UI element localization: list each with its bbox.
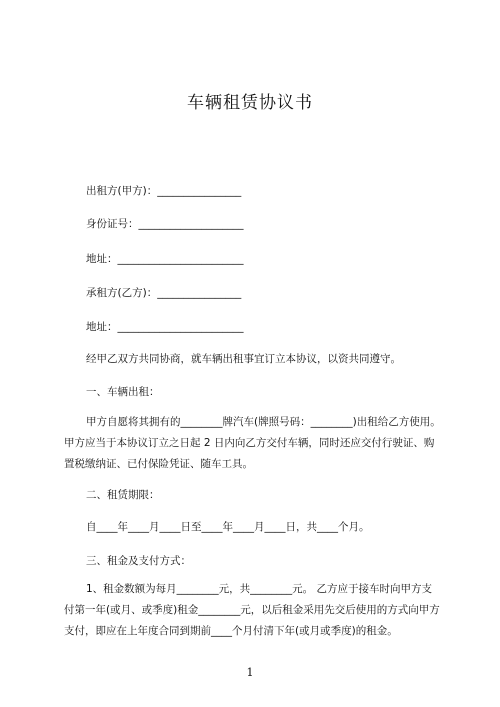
lessee-field: 承租方(乙方)：________________ [86, 287, 242, 299]
page-number: 1 [246, 666, 254, 679]
lessor-address-field: 地址：________________________ [86, 253, 244, 265]
section2-heading: 二、租赁期限： [86, 489, 160, 501]
section3-heading: 三、租金及支付方式： [86, 555, 191, 567]
section3-body [64, 579, 442, 642]
document-title: 车辆租赁协议书 [187, 93, 313, 113]
section1-body [64, 412, 442, 475]
id-number-field: 身份证号：____________________ [86, 218, 244, 230]
lessee-address-field: 地址：________________________ [86, 321, 244, 333]
section2-body: 自____年____月____日至____年____月____日，共____个月。 [86, 521, 370, 533]
section1-heading: 一、车辆出租： [86, 386, 160, 398]
section3-text: 1、租金数额为每月________元，共________元。 乙方应于接车时向甲方支付第一年(或月、或季度)租金________元，以后租金采用先交后使用的方式向甲方支付，即应在上年度合同到期前____个月付清下年(或月或季度)的租金。 [64, 583, 440, 637]
lessor-field: 出租方(甲方)：________________ [86, 185, 242, 197]
intro-paragraph: 经甲乙双方共同协商，就车辆出租事宜订立本协议，以资共同遵守。 [86, 353, 401, 365]
section1-text: 甲方自愿将其拥有的________牌汽车(牌照号码：________)出租给乙方使用。甲方应当于本协议订立之日起 2 日内向乙方交付车辆，同时还应交付行驶证、购置税缴纳证、已付保险凭证、随车工具。 [64, 416, 441, 470]
